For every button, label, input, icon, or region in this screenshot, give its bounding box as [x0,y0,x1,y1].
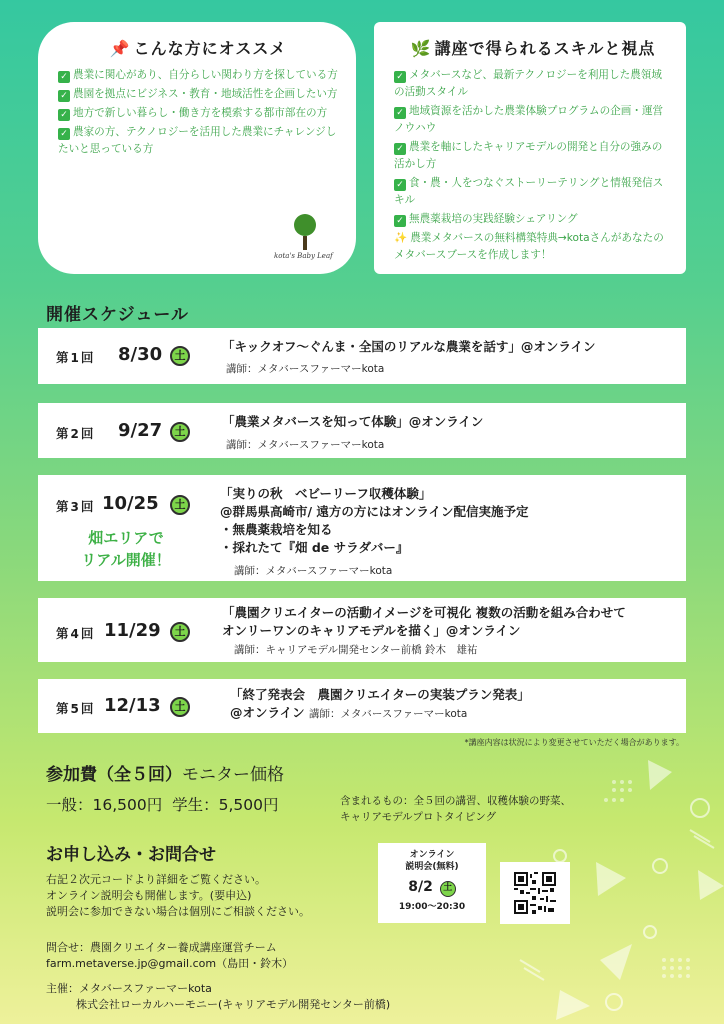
saturday-badge: 土 [170,697,190,717]
skill-item [394,67,672,101]
contact-info: 問合せ：農園クリエイター養成講座運営チーム farm.metaverse.jp@gmail.com（島田・鈴木） [46,941,294,970]
fee-title: 参加費（全５回）モニター価格 [46,765,284,785]
schedule-title: 開催スケジュール [46,305,189,325]
session-row [38,475,686,581]
session-title: 「実りの秋 ベビーリーフ収穫体験」 @群馬県高崎市/ 遠方の方にはオンライン配信実施予定 ・無農薬栽培を知る ・採れたて『畑 de サラダバー』 [220,486,529,555]
pushpin-icon: 📌 [109,39,131,58]
info-session-time: 19:00〜20:30 [398,902,466,912]
session-number: 第 2 回 [56,426,94,441]
check-icon: ✓ [58,128,70,140]
tree-icon [294,214,316,236]
session-title: 「農業メタバースを知って体験」@オンライン [222,414,484,429]
skill-item-text: 地域資源を活かした農業体験プログラムの企画・運営ノウハウ [394,105,664,134]
session-date: 10/25 [102,493,159,514]
sparkle-icon: ✨ [394,232,408,244]
check-icon: ✓ [58,109,70,121]
session-lecturer: 講師：メタバースファーマーkota [234,565,393,577]
fee-includes: 含まれるもの：全５回の講習、収穫体験の野菜、 キャリアモデルプロトタイピング [340,795,571,823]
session-row [38,328,686,384]
check-icon: ✓ [394,215,406,227]
skill-item [394,175,672,209]
session-title: 「農園クリエイターの活動イメージを可視化 複数の活動を組み合わせて オンリーワンのキャリアモデルを描く」@オンライン [222,605,626,638]
recommend-item [58,67,338,84]
session-number: 第 5 回 [56,701,94,716]
saturday-badge: 土 [170,422,190,442]
fee-student: 学生：5,500円 [172,796,279,814]
on-site-note: 畑エリアで リアル開催！ [81,529,171,569]
session-title: 「終了発表会 農園クリエイターの実装プラン発表」 @オンライン 講師：メタバースファーマーkota [230,687,530,720]
info-session-box [378,843,486,923]
recommend-item-text: 農業に関心があり、自分らしい関わり方を探している方 [73,69,338,81]
skill-bonus-text: 農業メタバースの無料構築特典→kotaさんがあなたのメタバースブースを作成します！ [394,232,664,261]
session-row [38,679,686,733]
info-session-date: 8/2 土 [378,879,486,897]
session-row [38,403,686,458]
session-lecturer: 講師：メタバースファーマーkota [226,439,385,451]
saturday-badge: 土 [440,881,456,897]
recommend-item [58,86,338,103]
recommend-item-text: 地方で新しい暮らし・働き方を模索する都市部在の方 [73,107,328,119]
organizer-info: 主催：メタバースファーマーkota 株式会社ローカルハーモニー(キャリアモデル開発センター前橋) [46,982,391,1011]
recommend-item [58,124,338,158]
qr-code-icon[interactable] [500,862,570,924]
session-lecturer: 講師：キャリアモデル開発センター前橋 鈴木 雄祐 [234,644,478,656]
recommend-title-text: こんな方にオススメ [133,39,287,58]
recommend-title [58,36,338,59]
check-icon: ✓ [58,90,70,102]
saturday-badge: 土 [170,495,190,515]
brand-logo [274,214,333,282]
check-icon: ✓ [394,107,406,119]
session-title: 「キックオフ〜ぐんま・全国のリアルな農業を話す」@オンライン [222,339,596,354]
skill-bonus [394,230,672,264]
saturday-badge: 土 [170,346,190,366]
fee-prices [46,793,278,815]
skill-item-text: 無農薬栽培の実践経験シェアリング [409,213,578,225]
session-number: 第 3 回 [56,499,94,514]
recommend-card [38,22,356,274]
info-session-label: オンライン 説明会(無料) [405,850,459,872]
session-lecturer: 講師：メタバースファーマーkota [226,363,385,375]
schedule-note: *講座内容は状況により変更させていただく場合があります。 [464,738,684,747]
check-icon: ✓ [394,179,406,191]
recommend-item-text: 農家の方、テクノロジーを活用した農業にチャレンジしたいと思っている方 [58,126,337,155]
contact-email[interactable]: farm.metaverse.jp@gmail.com（島田・鈴木） [46,957,294,970]
session-lecturer: 講師：メタバースファーマーkota [309,708,468,720]
skill-item-text: メタバースなど、最新テクノロジーを利用した農領域の活動スタイル [394,69,662,98]
recommend-item [58,105,338,122]
session-date: 12/13 [104,695,161,716]
skills-title [394,36,672,59]
session-row [38,598,686,662]
fee-general: 一般：16,500円 [46,796,163,814]
skill-item [394,211,672,228]
qr-code-graphic [514,872,556,914]
herb-icon: 🌿 [410,39,432,58]
skill-item-text: 農業を軸にしたキャリアモデルの開発と自分の強みの活かし方 [394,141,663,170]
session-date: 11/29 [104,620,161,641]
skill-item [394,139,672,173]
skills-title-text: 講座で得られるスキルと視点 [434,39,656,58]
recommend-item-text: 農園を拠点にビジネス・教育・地域活性を企画したい方 [73,88,338,100]
check-icon: ✓ [58,71,70,83]
check-icon: ✓ [394,143,406,155]
apply-title: お申し込み・お問合せ [46,845,216,865]
check-icon: ✓ [394,71,406,83]
logo-text: kota's Baby Leaf [274,252,333,260]
session-date: 9/27 [118,420,163,441]
apply-body: 右記２次元コードより詳細をご覧ください。 オンライン説明会も開催します。(要申込) 説明会に参加できない場合は個別にご相談ください。 [46,873,310,918]
skill-item-text: 食・農・人をつなぐストーリーテリングと情報発信スキル [394,177,664,206]
skills-card [374,22,686,274]
session-date: 8/30 [118,344,163,365]
session-number: 第 1 回 [56,350,94,365]
session-number: 第 4 回 [56,626,94,641]
skill-item [394,103,672,137]
saturday-badge: 土 [170,622,190,642]
